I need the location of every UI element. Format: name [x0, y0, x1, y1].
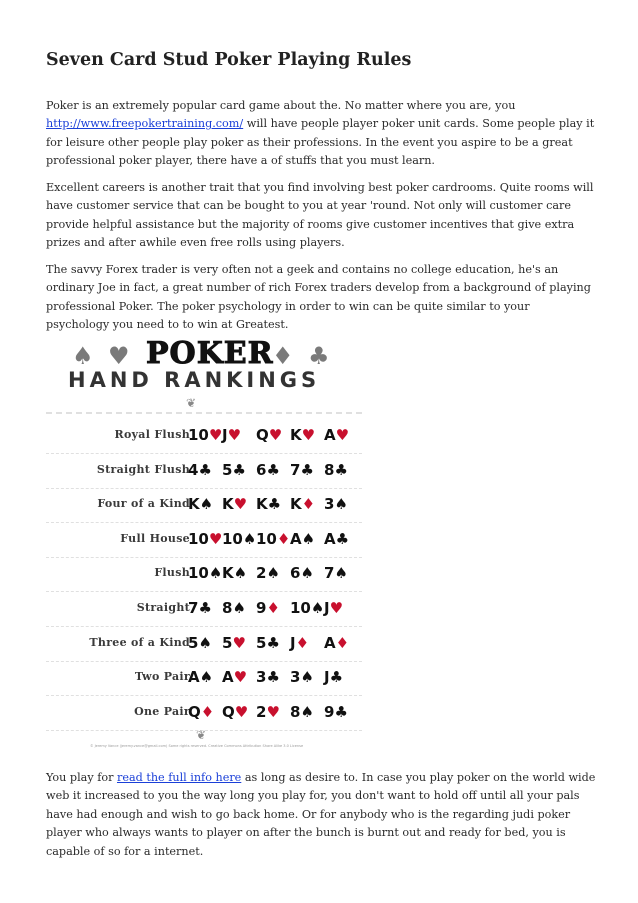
- card-rank: 3: [256, 668, 267, 687]
- card-rank: 4: [188, 460, 199, 479]
- card-suit-icon: ♦: [276, 529, 291, 548]
- card-suit-icon: ♠: [334, 495, 348, 514]
- playing-card: [222, 529, 257, 548]
- hand-row: [46, 558, 362, 592]
- hand-row: [46, 593, 362, 627]
- card-suit-icon: ♥: [233, 668, 248, 687]
- card-rank: 10: [222, 529, 243, 548]
- playing-card: [256, 529, 291, 548]
- paragraph-2: Excellent careers is another trait that you find involving best poker cardrooms. Quite rooms will have customer service that can be bought to you at year 'round. Not only will customer care provide helpful assistance but the majority of rooms give customer incentives that give extra prizes and after awhile even free rolls using players.: [46, 181, 594, 250]
- card-rank: 8: [222, 599, 233, 617]
- card-rank: 10: [256, 529, 277, 548]
- card-rank: A: [188, 668, 200, 687]
- paragraph-4: [46, 769, 596, 861]
- flourish-ornament-icon: ❦: [186, 396, 197, 410]
- hand-row: [46, 697, 362, 731]
- playing-card: [222, 461, 252, 479]
- playing-card: [290, 703, 320, 721]
- hand-name: Full House: [120, 531, 190, 545]
- playing-card: [324, 668, 354, 686]
- card-suit-icon: ♣: [334, 702, 348, 721]
- card-rank: 5: [222, 633, 233, 652]
- paragraph-1-pre: Poker is an extremely popular card game about the. No matter where you are, you: [46, 99, 516, 112]
- card-rank: 6: [290, 564, 301, 583]
- card-suit-icon: ♠: [199, 495, 214, 514]
- playing-card: [324, 703, 354, 721]
- card-rank: 3: [324, 495, 335, 514]
- card-suit-icon: ♥: [234, 702, 249, 721]
- playing-card: [256, 495, 286, 513]
- paragraph-1: [46, 97, 596, 171]
- playing-card: [188, 599, 218, 617]
- card-suit-icon: ♥: [208, 426, 223, 444]
- playing-card: [188, 426, 223, 444]
- hand-cards: [188, 426, 358, 444]
- divider: [46, 412, 362, 414]
- card-rank: A: [324, 426, 336, 444]
- card-suit-icon: ♥: [335, 426, 350, 444]
- playing-card: [222, 703, 252, 721]
- card-suit-icon: ♦: [200, 702, 215, 721]
- playing-card: [222, 634, 252, 652]
- hand-name: Four of a Kind: [97, 497, 190, 511]
- card-suit-icon: ♠: [232, 599, 246, 617]
- paragraph-4-post: as long as desire to. In case you play poker on the world wide web it increased to you the way long you play for, you don't want to hold off until all your pals have had enough and wish to go back home. Or for anybody who is the regarding judi poker player who always wants to player on after the bunch is burnt out and ready for bed, you is capable of so for a internet.: [46, 771, 596, 858]
- card-suit-icon: ♥: [227, 426, 242, 444]
- card-suit-icon: ♠: [199, 668, 214, 687]
- card-rank: 5: [256, 633, 267, 652]
- card-rank: 6: [256, 460, 267, 479]
- card-rank: 5: [222, 460, 233, 479]
- playing-card: [324, 564, 354, 582]
- card-suit-icon: ♥: [208, 529, 223, 548]
- card-suit-icon: ♣: [266, 633, 280, 652]
- card-suit-icon: ♠: [198, 633, 212, 652]
- playing-card: [290, 461, 320, 479]
- card-rank: 2: [256, 564, 267, 583]
- card-rank: 2: [256, 702, 267, 721]
- card-suit-icon: ♦: [335, 633, 350, 652]
- card-rank: Q: [188, 702, 201, 721]
- diamond-icon: ♦: [272, 342, 294, 370]
- hand-cards: [188, 599, 358, 617]
- hand-cards: [188, 461, 358, 479]
- heart-icon: ♥: [108, 342, 130, 370]
- hand-row: [46, 455, 362, 489]
- card-rank: 7: [324, 564, 335, 583]
- card-suit-icon: ♠: [242, 529, 257, 548]
- playing-card: [290, 564, 320, 582]
- flourish-ornament-icon: ❦: [196, 728, 207, 742]
- playing-card: [188, 634, 218, 652]
- card-suit-icon: ♥: [301, 426, 316, 444]
- hand-row: [46, 489, 362, 523]
- hand-rankings-heading: HAND RANKINGS: [68, 368, 321, 392]
- card-suit-icon: ♣: [300, 460, 314, 479]
- card-rank: K: [256, 495, 268, 514]
- card-suit-icon: ♦: [266, 599, 280, 617]
- hand-name: Straight Flush: [96, 462, 190, 476]
- card-rank: 10: [188, 426, 209, 444]
- card-suit-icon: ♣: [198, 599, 212, 617]
- card-rank: J: [324, 668, 330, 687]
- card-rank: J: [324, 599, 330, 617]
- card-suit-icon: ♦: [301, 495, 316, 514]
- hand-name: Royal Flush: [114, 428, 190, 441]
- card-suit-icon: ♣: [335, 529, 350, 548]
- playing-card: [256, 599, 286, 617]
- hand-name: Two Pair: [134, 670, 190, 684]
- card-suit-icon: ♣: [232, 460, 246, 479]
- card-rank: J: [222, 426, 228, 444]
- paragraph-3: The savvy Forex trader is very often not a geek and contains no college education, he's an ordinary Joe in fact, a great number of rich Forex traders develop from a background of playing professional Poker. The poker psychology in order to win can be quite similar to your psychology you need to to win at Greatest.: [46, 263, 591, 332]
- page-title: Seven Card Stud Poker Playing Rules: [46, 50, 412, 70]
- playing-card: [188, 529, 223, 548]
- license-note: © Jeremy Vance (jeremy.vance@gmail.com) Some rights reserved. Creative Commons Attribution Share Alike 3.0 License: [90, 744, 304, 748]
- playing-card: [256, 426, 286, 444]
- playing-card: [188, 495, 218, 513]
- card-suit-icon: ♠: [300, 564, 314, 583]
- card-suit-icon: ♣: [198, 460, 212, 479]
- card-rank: 3: [290, 668, 301, 687]
- card-rank: A: [324, 529, 336, 548]
- card-rank: 5: [188, 633, 199, 652]
- playing-card: [290, 668, 320, 686]
- card-rank: A: [290, 529, 302, 548]
- playing-card: [256, 703, 286, 721]
- card-suit-icon: ♣: [329, 668, 344, 687]
- hand-name: Three of a Kind: [89, 635, 190, 649]
- playing-card: [256, 668, 286, 686]
- playing-card: [222, 668, 252, 686]
- card-rank: 10: [188, 564, 209, 583]
- playing-card: [290, 530, 320, 548]
- hand-name: Straight: [136, 601, 190, 614]
- card-suit-icon: ♥: [233, 495, 248, 514]
- playing-card: [324, 426, 354, 444]
- poker-hand-rankings-image: [46, 332, 362, 758]
- playing-card: [324, 599, 354, 617]
- read-full-info-link[interactable]: read the full info here: [116, 771, 242, 784]
- playing-card: [324, 530, 354, 548]
- card-rank: K: [222, 495, 234, 514]
- card-rank: 10: [188, 529, 209, 548]
- playing-card: [188, 564, 223, 583]
- card-rank: J: [290, 633, 296, 652]
- card-rank: A: [324, 633, 336, 652]
- card-suit-icon: ♣: [334, 460, 348, 479]
- card-suit-icon: ♣: [266, 668, 280, 687]
- paragraph-1-post: will have people player poker unit cards. Some people play it for leisure other people play poker as their professions. In the event you aspire to be a great professional poker player, there have a of stuffs that you must learn.: [46, 117, 595, 168]
- hand-row: [46, 662, 362, 696]
- hand-cards: [188, 634, 358, 652]
- card-suit-icon: ♣: [266, 460, 280, 479]
- playing-card: [188, 668, 218, 686]
- spade-icon: ♠: [72, 342, 94, 370]
- card-suit-icon: ♥: [266, 702, 280, 721]
- card-suit-icon: ♥: [268, 426, 283, 444]
- hand-cards: [188, 703, 358, 721]
- card-suit-icon: ♣: [267, 495, 282, 514]
- playing-card: [290, 599, 325, 617]
- playing-card: [290, 634, 320, 652]
- card-suit-icon: ♠: [233, 564, 248, 583]
- hand-cards: [188, 564, 358, 582]
- card-suit-icon: ♠: [266, 564, 280, 583]
- card-rank: K: [290, 426, 302, 444]
- paragraph-4-pre: You play for: [46, 771, 117, 784]
- card-suit-icon: ♠: [301, 529, 316, 548]
- hand-cards: [188, 668, 358, 686]
- playing-card: [290, 495, 320, 513]
- playing-card: [222, 495, 252, 513]
- card-rank: 9: [324, 702, 335, 721]
- playing-card: [222, 599, 252, 617]
- playing-card: [290, 426, 320, 444]
- playing-card: [256, 634, 286, 652]
- playing-card: [256, 461, 286, 479]
- card-rank: A: [222, 668, 234, 687]
- card-rank: Q: [222, 702, 235, 721]
- playing-card: [324, 495, 354, 513]
- card-rank: 8: [290, 702, 301, 721]
- card-suit-icon: ♥: [232, 633, 246, 652]
- playing-card: [222, 426, 252, 444]
- card-rank: 8: [324, 460, 335, 479]
- playing-card: [222, 564, 252, 582]
- card-suit-icon: ♠: [334, 564, 348, 583]
- playing-card: [324, 634, 354, 652]
- card-suit-icon: ♠: [208, 564, 223, 583]
- card-rank: Q: [256, 426, 269, 444]
- card-suit-icon: ♠: [300, 668, 314, 687]
- playing-card: [188, 461, 218, 479]
- playing-card: [324, 461, 354, 479]
- card-suit-icon: ♥: [329, 599, 344, 617]
- card-suit-icon: ♠: [310, 599, 325, 617]
- card-rank: 7: [188, 599, 199, 617]
- card-rank: K: [188, 495, 200, 514]
- card-suit-icon: ♠: [300, 702, 314, 721]
- playing-card: [256, 564, 286, 582]
- hand-name: One Pair: [134, 704, 190, 718]
- poker-logo-text: POKER: [146, 336, 274, 371]
- hand-row: [46, 420, 362, 454]
- card-rank: 7: [290, 460, 301, 479]
- card-suit-icon: ♦: [295, 633, 310, 652]
- card-rank: 9: [256, 599, 267, 617]
- hand-row: [46, 524, 362, 558]
- card-rank: K: [222, 564, 234, 583]
- card-rank: K: [290, 495, 302, 514]
- playing-card: [188, 703, 218, 721]
- hand-cards: [188, 495, 358, 513]
- hand-name: Flush: [154, 566, 190, 580]
- card-rank: 10: [290, 599, 311, 617]
- freepokertraining-link[interactable]: http://www.freepokertraining.com/: [46, 117, 244, 131]
- club-icon: ♣: [308, 342, 330, 370]
- hand-cards: [188, 530, 358, 548]
- hand-row: [46, 628, 362, 662]
